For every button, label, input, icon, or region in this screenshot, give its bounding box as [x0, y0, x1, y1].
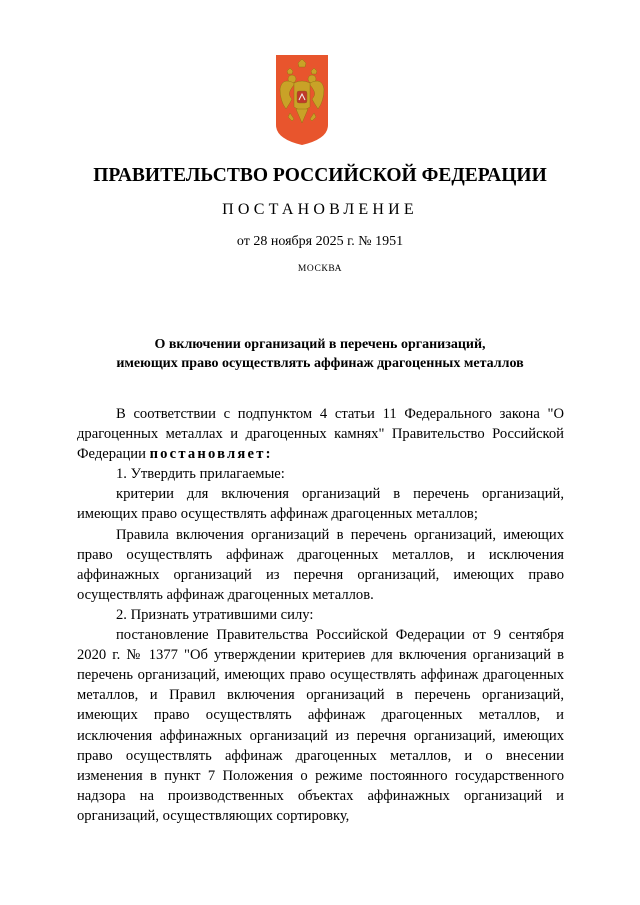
document-type: ПОСТАНОВЛЕНИЕ — [222, 201, 418, 218]
paragraph-criteria: критерии для включения организаций в перечень организаций, имеющих право осуществлять аффинаж драгоценных металлов; — [77, 486, 564, 523]
resolution-keyword: постановляет: — [149, 446, 273, 463]
government-title: ПРАВИТЕЛЬСТВО РОССИЙСКОЙ ФЕДЕРАЦИИ — [93, 165, 547, 186]
subject-line-1: О включении организаций в перечень организаций, — [154, 337, 486, 352]
document-subject — [60, 335, 580, 373]
paragraph-repealed-resolution: постановление Правительства Российской Федерации от 9 сентября 2020 г. № 1377 "Об утверждении критериев для включения организаций в перечень организаций, имеющих право осуществлять аффинаж драгоценных металлов, и Правил включения организаций в перечень организаций, имеющих право осуществлять аффинаж драгоценных металлов, и исключения аффинажных организаций из перечня организаций, имеющих право осуществлять аффинаж драгоценных металлов, и о внесении изменения в пункт 7 Положения о режиме постоянного государственного надзора на производственных объектах аффинажных организаций и организаций, осуществляющих сортировку, — [77, 627, 564, 824]
paragraph-item-1: 1. Утвердить прилагаемые: — [116, 466, 285, 483]
paragraph-rules: Правила включения организаций в перечень организаций, имеющих право осуществлять аффинаж драгоценных металлов, и исключения аффинажных организаций из перечня организаций, имеющих право осуществлять аффинаж драгоценных металлов. — [77, 526, 564, 603]
document-city: МОСКВА — [297, 264, 343, 274]
subject-line-2: имеющих право осуществлять аффинаж драгоценных металлов — [116, 356, 524, 371]
paragraph-preamble — [77, 404, 564, 464]
document-date-number: от 28 ноября 2025 г. № 1951 — [236, 234, 404, 249]
document-body — [77, 404, 564, 826]
preamble-text: В соответствии с подпунктом 4 статьи 11 Федерального закона "О драгоценных металлах и драгоценных камнях" Правительство Российской Федерации — [77, 406, 564, 463]
russian-coat-of-arms-icon — [276, 55, 328, 145]
paragraph-item-2: 2. Признать утратившими силу: — [116, 606, 314, 623]
